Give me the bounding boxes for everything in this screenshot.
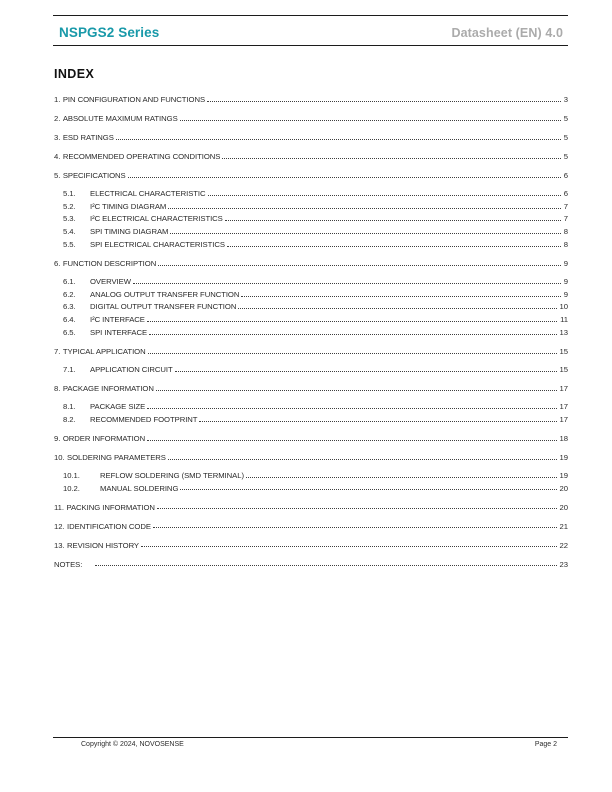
toc-entry[interactable]	[54, 129, 568, 142]
toc-entry[interactable]	[54, 537, 568, 550]
toc-entry-label: NOTES:	[54, 559, 83, 569]
toc-entry[interactable]	[54, 467, 568, 480]
dotted-leader	[238, 307, 556, 309]
dotted-leader	[180, 488, 556, 490]
toc-entry-number: 8.	[54, 383, 61, 393]
toc-entry[interactable]	[54, 255, 568, 268]
toc-entry-number: 6.5.	[63, 327, 76, 337]
toc-entry-label: SPI INTERFACE	[90, 327, 148, 337]
toc-entry-label: I²C ELECTRICAL CHARACTERISTICS	[90, 214, 223, 224]
toc-entry-number: 6.2.	[63, 289, 76, 299]
dotted-leader	[207, 100, 561, 102]
dotted-leader	[156, 389, 557, 391]
toc-entry-page-number: 10	[559, 302, 568, 312]
toc-entry-label: PACKING INFORMATION	[66, 502, 155, 512]
toc-entry-number: 10.2.	[63, 483, 80, 493]
dotted-leader	[241, 295, 560, 297]
dotted-leader	[222, 157, 560, 159]
dotted-leader	[141, 545, 557, 547]
toc-entry-label: RECOMMENDED OPERATING CONDITIONS	[62, 151, 221, 161]
toc-entry-page-number: 8	[563, 227, 568, 237]
toc-entry-number: 5.5.	[63, 239, 76, 249]
toc-entry-number: 8.1.	[63, 402, 76, 412]
toc-entry-page-number: 20	[559, 502, 568, 512]
toc-entry-label: ELECTRICAL CHARACTERISTIC	[90, 189, 206, 199]
toc-entry-label: DIGITAL OUTPUT TRANSFER FUNCTION	[90, 302, 237, 312]
doc-series-title: NSPGS2 Series	[59, 25, 160, 40]
toc-entry[interactable]	[54, 223, 568, 236]
toc-entry-page-number: 19	[559, 470, 568, 480]
toc-entry[interactable]	[54, 148, 568, 161]
toc-entry-page-number: 5	[563, 151, 568, 161]
toc-entry[interactable]	[54, 91, 568, 104]
table-of-contents	[54, 85, 568, 574]
toc-entry-label: TYPICAL APPLICATION	[62, 346, 146, 356]
dotted-leader	[199, 420, 556, 422]
toc-entry-label: MANUAL SOLDERING	[100, 483, 179, 493]
dotted-leader	[148, 352, 557, 354]
toc-entry-label: OVERVIEW	[90, 277, 131, 287]
toc-entry[interactable]	[54, 273, 568, 286]
toc-entry-page-number: 3	[563, 94, 568, 104]
toc-entry-page-number: 17	[559, 414, 568, 424]
toc-entry[interactable]	[54, 398, 568, 411]
footer-rule	[53, 737, 568, 738]
toc-entry[interactable]	[54, 110, 568, 123]
dotted-leader	[158, 264, 561, 266]
toc-entry-number: 11.	[54, 502, 64, 512]
dotted-leader	[153, 526, 557, 528]
toc-entry[interactable]	[54, 556, 568, 569]
toc-entry-page-number: 7	[563, 201, 568, 211]
dotted-leader	[180, 119, 561, 121]
dotted-leader	[128, 176, 561, 178]
toc-entry[interactable]	[54, 449, 568, 462]
index-heading: INDEX	[54, 67, 95, 81]
toc-entry[interactable]	[54, 211, 568, 224]
toc-entry-label: REFLOW SOLDERING (SMD TERMINAL)	[100, 470, 244, 480]
toc-entry-label: REVISION HISTORY	[67, 540, 140, 550]
toc-entry-label: ABSOLUTE MAXIMUM RATINGS	[62, 113, 178, 123]
toc-entry[interactable]	[54, 185, 568, 198]
toc-entry[interactable]	[54, 430, 568, 443]
toc-entry-page-number: 6	[563, 189, 568, 199]
toc-entry-number: 5.3.	[63, 214, 76, 224]
toc-entry-page-number: 9	[563, 277, 568, 287]
toc-entry-number: 4.	[54, 151, 61, 161]
toc-entry-number: 5.	[54, 170, 61, 180]
toc-entry-page-number: 17	[559, 383, 568, 393]
toc-entry[interactable]	[54, 480, 568, 493]
toc-entry-label: ESD RATINGS	[62, 132, 114, 142]
toc-entry-page-number: 18	[559, 433, 568, 443]
toc-entry-label: I²C TIMING DIAGRAM	[90, 201, 167, 211]
toc-entry[interactable]	[54, 380, 568, 393]
dotted-leader	[147, 439, 556, 441]
toc-entry-label: FUNCTION DESCRIPTION	[62, 258, 157, 268]
toc-entry-number: 6.	[54, 258, 61, 268]
dotted-leader	[168, 458, 557, 460]
toc-entry-page-number: 9	[563, 289, 568, 299]
toc-entry-page-number: 23	[559, 559, 568, 569]
toc-entry-label: ORDER INFORMATION	[62, 433, 146, 443]
toc-entry-page-number: 15	[559, 364, 568, 374]
toc-entry-label: APPLICATION CIRCUIT	[90, 364, 173, 374]
dotted-leader	[147, 320, 557, 322]
toc-entry-page-number: 21	[559, 521, 568, 531]
copyright-text: Copyright © 2024, NOVOSENSE	[81, 741, 184, 748]
toc-entry-number: 7.	[54, 346, 61, 356]
toc-entry[interactable]	[54, 361, 568, 374]
dotted-leader	[208, 194, 561, 196]
toc-entry-page-number: 8	[563, 239, 568, 249]
dotted-leader	[149, 333, 557, 335]
dotted-leader	[225, 219, 561, 221]
toc-entry-label: PACKAGE SIZE	[90, 402, 146, 412]
toc-entry-number: 12.	[54, 521, 65, 531]
toc-entry-number: 9.	[54, 433, 61, 443]
toc-entry[interactable]	[54, 324, 568, 337]
toc-entry-number: 8.2.	[63, 414, 76, 424]
toc-entry-number: 10.	[54, 452, 65, 462]
toc-entry-page-number: 7	[563, 214, 568, 224]
toc-entry[interactable]	[54, 518, 568, 531]
toc-entry[interactable]	[54, 311, 568, 324]
toc-entry-number: 6.4.	[63, 315, 76, 325]
doc-type-label: Datasheet (EN) 4.0	[451, 26, 563, 40]
toc-entry-page-number: 5	[563, 113, 568, 123]
toc-entry-page-number: 20	[559, 483, 568, 493]
header-bottom-rule	[53, 45, 568, 46]
toc-entry-number: 5.4.	[63, 227, 76, 237]
toc-entry-label: IDENTIFICATION CODE	[67, 521, 151, 531]
toc-entry-page-number: 11	[560, 315, 568, 325]
header-top-rule	[53, 15, 568, 16]
toc-entry-label: RECOMMENDED FOOTPRINT	[90, 414, 198, 424]
toc-entry[interactable]	[54, 236, 568, 249]
dotted-leader	[133, 282, 561, 284]
dotted-leader	[95, 564, 556, 566]
dotted-leader	[157, 507, 557, 509]
toc-entry-label: I²C INTERFACE	[90, 315, 145, 325]
toc-entry-number: 3.	[54, 132, 61, 142]
toc-entry-page-number: 22	[559, 540, 568, 550]
toc-entry[interactable]	[54, 286, 568, 299]
toc-entry-label: SPI ELECTRICAL CHARACTERISTICS	[90, 239, 225, 249]
toc-entry[interactable]	[54, 198, 568, 211]
toc-entry[interactable]	[54, 343, 568, 356]
toc-entry-number: 7.1.	[63, 364, 76, 374]
toc-entry-number: 1.	[54, 94, 61, 104]
toc-entry-page-number: 5	[563, 132, 568, 142]
toc-entry[interactable]	[54, 499, 568, 512]
toc-entry[interactable]	[54, 167, 568, 180]
toc-entry-number: 13.	[54, 540, 65, 550]
toc-entry[interactable]	[54, 299, 568, 312]
toc-entry-number: 2.	[54, 113, 61, 123]
toc-entry-page-number: 6	[563, 170, 568, 180]
dotted-leader	[246, 476, 557, 478]
toc-entry-label: PACKAGE INFORMATION	[62, 383, 154, 393]
toc-entry-page-number: 19	[559, 452, 568, 462]
toc-entry[interactable]	[54, 411, 568, 424]
dotted-leader	[168, 207, 561, 209]
toc-entry-label: SOLDERING PARAMETERS	[67, 452, 166, 462]
toc-entry-number: 6.1.	[63, 277, 76, 287]
toc-entry-label: SPECIFICATIONS	[62, 170, 126, 180]
dotted-leader	[175, 370, 557, 372]
toc-entry-page-number: 13	[559, 327, 568, 337]
dotted-leader	[227, 245, 561, 247]
toc-entry-page-number: 9	[563, 258, 568, 268]
toc-entry-number: 6.3.	[63, 302, 76, 312]
dotted-leader	[116, 138, 561, 140]
toc-entry-number: 5.2.	[63, 201, 76, 211]
page-number: Page 2	[534, 741, 557, 748]
dotted-leader	[170, 232, 560, 234]
toc-entry-page-number: 17	[559, 402, 568, 412]
toc-entry-label: ANALOG OUTPUT TRANSFER FUNCTION	[90, 289, 240, 299]
toc-entry-label: PIN CONFIGURATION AND FUNCTIONS	[62, 94, 206, 104]
toc-entry-number: 5.1.	[63, 189, 76, 199]
toc-entry-page-number: 15	[559, 346, 568, 356]
toc-entry-number: 10.1.	[63, 470, 80, 480]
dotted-leader	[147, 407, 556, 409]
toc-entry-label: SPI TIMING DIAGRAM	[90, 227, 169, 237]
